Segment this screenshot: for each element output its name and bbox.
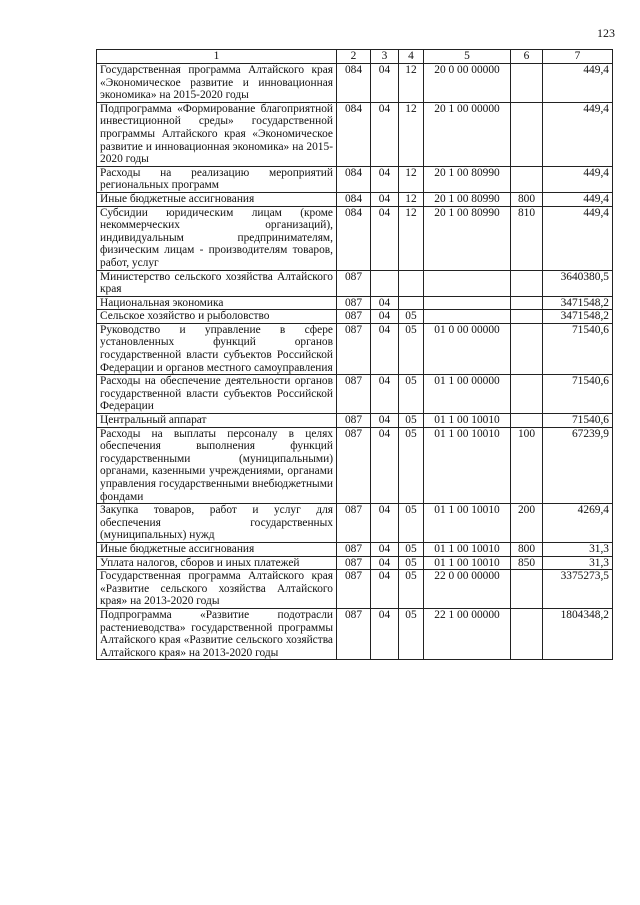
section-code-cell: 04: [371, 192, 399, 206]
table-row: [97, 166, 613, 192]
ministry-code-cell: 087: [337, 504, 371, 543]
section-code-cell: 04: [371, 166, 399, 192]
expense-name-cell: Закупка товаров, работ и услуг для обеспечения государственных (муниципальных) нужд: [97, 504, 337, 543]
expense-name-cell: Уплата налогов, сборов и иных платежей: [97, 556, 337, 570]
section-code-cell: 04: [371, 323, 399, 374]
amount-cell: 3471548,2: [543, 310, 613, 324]
table-row: [97, 504, 613, 543]
ministry-code-cell: 087: [337, 542, 371, 556]
column-header: 7: [543, 50, 613, 64]
column-header: 5: [424, 50, 511, 64]
table-row: [97, 414, 613, 428]
subsection-code-cell: 05: [399, 608, 424, 659]
expense-name-cell: Подпрограмма «Развитие подотрасли растениеводства» государственной программы Алтайского края «Развитие сельского хозяйства Алтайского края» на 2013-2020 годы: [97, 608, 337, 659]
expense-type-cell: 800: [511, 542, 543, 556]
section-code-cell: 04: [371, 608, 399, 659]
column-header: 1: [97, 50, 337, 64]
expense-name-cell: Расходы на обеспечение деятельности органов государственной власти субъектов Российской Федерации: [97, 375, 337, 414]
table-row: [97, 323, 613, 374]
amount-cell: 31,3: [543, 556, 613, 570]
ministry-code-cell: 087: [337, 414, 371, 428]
table-row: [97, 102, 613, 166]
subsection-code-cell: 12: [399, 64, 424, 103]
expense-type-cell: [511, 375, 543, 414]
column-header: 6: [511, 50, 543, 64]
section-code-cell: 04: [371, 102, 399, 166]
expense-type-cell: [511, 608, 543, 659]
table-row: [97, 556, 613, 570]
amount-cell: 67239,9: [543, 427, 613, 504]
amount-cell: 4269,4: [543, 504, 613, 543]
target-article-cell: 01 1 00 10010: [424, 504, 511, 543]
ministry-code-cell: 087: [337, 608, 371, 659]
target-article-cell: 01 0 00 00000: [424, 323, 511, 374]
table-row: [97, 64, 613, 103]
subsection-code-cell: 05: [399, 504, 424, 543]
subsection-code-cell: [399, 270, 424, 296]
target-article-cell: 20 1 00 00000: [424, 102, 511, 166]
table-row: [97, 375, 613, 414]
target-article-cell: 01 1 00 00000: [424, 375, 511, 414]
expense-name-cell: Подпрограмма «Формирование благоприятной инвестиционной среды» государственной программы Алтайского края «Экономическое развитие и инновационная экономика» на 2015-2020 годы: [97, 102, 337, 166]
amount-cell: 449,4: [543, 192, 613, 206]
section-code-cell: [371, 270, 399, 296]
target-article-cell: 22 1 00 00000: [424, 608, 511, 659]
expense-name-cell: Расходы на реализацию мероприятий региональных программ: [97, 166, 337, 192]
section-code-cell: 04: [371, 542, 399, 556]
expense-name-cell: Министерство сельского хозяйства Алтайского края: [97, 270, 337, 296]
page-number: 123: [597, 26, 615, 40]
table-body: [97, 64, 613, 660]
subsection-code-cell: 05: [399, 542, 424, 556]
amount-cell: 71540,6: [543, 323, 613, 374]
subsection-code-cell: 12: [399, 206, 424, 270]
subsection-code-cell: 05: [399, 310, 424, 324]
section-code-cell: 04: [371, 414, 399, 428]
expense-name-cell: Субсидии юридическим лицам (кроме некоммерческих организаций), индивидуальным предпринимателям, физическим лицам - производителям товаров, работ, услуг: [97, 206, 337, 270]
expense-type-cell: [511, 64, 543, 103]
section-code-cell: 04: [371, 427, 399, 504]
target-article-cell: 01 1 00 10010: [424, 414, 511, 428]
expense-type-cell: [511, 166, 543, 192]
target-article-cell: 20 1 00 80990: [424, 206, 511, 270]
expense-type-cell: [511, 296, 543, 310]
expense-name-cell: Расходы на выплаты персоналу в целях обеспечения выполнения функций государственными (муниципальными) органами, казенными учреждениями, органами управления государственными внебюджетными фондами: [97, 427, 337, 504]
target-article-cell: [424, 310, 511, 324]
table-row: [97, 296, 613, 310]
expense-type-cell: [511, 270, 543, 296]
budget-table: [96, 49, 613, 660]
ministry-code-cell: 087: [337, 427, 371, 504]
table-row: [97, 192, 613, 206]
section-code-cell: 04: [371, 206, 399, 270]
expense-name-cell: Иные бюджетные ассигнования: [97, 192, 337, 206]
amount-cell: 3375273,5: [543, 570, 613, 609]
ministry-code-cell: 084: [337, 64, 371, 103]
ministry-code-cell: 087: [337, 270, 371, 296]
target-article-cell: [424, 296, 511, 310]
expense-name-cell: Государственная программа Алтайского края «Развитие сельского хозяйства Алтайского края» на 2013-2020 годы: [97, 570, 337, 609]
expense-name-cell: Национальная экономика: [97, 296, 337, 310]
ministry-code-cell: 084: [337, 166, 371, 192]
expense-type-cell: 200: [511, 504, 543, 543]
target-article-cell: 22 0 00 00000: [424, 570, 511, 609]
expense-type-cell: [511, 310, 543, 324]
target-article-cell: 20 0 00 00000: [424, 64, 511, 103]
expense-name-cell: Государственная программа Алтайского края «Экономическое развитие и инновационная экономика» на 2015-2020 годы: [97, 64, 337, 103]
ministry-code-cell: 087: [337, 570, 371, 609]
table-row: [97, 570, 613, 609]
column-header: 3: [371, 50, 399, 64]
table-row: [97, 542, 613, 556]
expense-type-cell: 100: [511, 427, 543, 504]
amount-cell: 1804348,2: [543, 608, 613, 659]
expense-name-cell: Центральный аппарат: [97, 414, 337, 428]
subsection-code-cell: 05: [399, 556, 424, 570]
ministry-code-cell: 084: [337, 206, 371, 270]
section-code-cell: 04: [371, 556, 399, 570]
section-code-cell: 04: [371, 504, 399, 543]
subsection-code-cell: 05: [399, 323, 424, 374]
expense-name-cell: Руководство и управление в сфере установленных функций органов государственной власти субъектов Российской Федерации и органов местного самоуправления: [97, 323, 337, 374]
subsection-code-cell: 05: [399, 414, 424, 428]
target-article-cell: 01 1 00 10010: [424, 542, 511, 556]
amount-cell: 3640380,5: [543, 270, 613, 296]
target-article-cell: 01 1 00 10010: [424, 427, 511, 504]
amount-cell: 71540,6: [543, 375, 613, 414]
ministry-code-cell: 084: [337, 192, 371, 206]
section-code-cell: 04: [371, 296, 399, 310]
expense-type-cell: 800: [511, 192, 543, 206]
ministry-code-cell: 084: [337, 102, 371, 166]
amount-cell: 31,3: [543, 542, 613, 556]
amount-cell: 449,4: [543, 64, 613, 103]
target-article-cell: [424, 270, 511, 296]
subsection-code-cell: 12: [399, 166, 424, 192]
amount-cell: 449,4: [543, 166, 613, 192]
table-row: [97, 270, 613, 296]
subsection-code-cell: 05: [399, 375, 424, 414]
subsection-code-cell: 12: [399, 102, 424, 166]
column-number-row: [97, 50, 613, 64]
subsection-code-cell: 12: [399, 192, 424, 206]
target-article-cell: 20 1 00 80990: [424, 166, 511, 192]
expense-name-cell: Сельское хозяйство и рыболовство: [97, 310, 337, 324]
expense-type-cell: 810: [511, 206, 543, 270]
ministry-code-cell: 087: [337, 375, 371, 414]
expense-name-cell: Иные бюджетные ассигнования: [97, 542, 337, 556]
target-article-cell: 20 1 00 80990: [424, 192, 511, 206]
table-row: [97, 427, 613, 504]
section-code-cell: 04: [371, 375, 399, 414]
amount-cell: 449,4: [543, 102, 613, 166]
expense-type-cell: [511, 102, 543, 166]
ministry-code-cell: 087: [337, 556, 371, 570]
section-code-cell: 04: [371, 570, 399, 609]
expense-type-cell: [511, 570, 543, 609]
table-row: [97, 608, 613, 659]
amount-cell: 3471548,2: [543, 296, 613, 310]
ministry-code-cell: 087: [337, 310, 371, 324]
expense-type-cell: [511, 414, 543, 428]
amount-cell: 71540,6: [543, 414, 613, 428]
subsection-code-cell: [399, 296, 424, 310]
table-row: [97, 310, 613, 324]
column-header: 2: [337, 50, 371, 64]
amount-cell: 449,4: [543, 206, 613, 270]
table-row: [97, 206, 613, 270]
target-article-cell: 01 1 00 10010: [424, 556, 511, 570]
section-code-cell: 04: [371, 64, 399, 103]
section-code-cell: 04: [371, 310, 399, 324]
ministry-code-cell: 087: [337, 296, 371, 310]
ministry-code-cell: 087: [337, 323, 371, 374]
column-header: 4: [399, 50, 424, 64]
subsection-code-cell: 05: [399, 427, 424, 504]
expense-type-cell: [511, 323, 543, 374]
expense-type-cell: 850: [511, 556, 543, 570]
subsection-code-cell: 05: [399, 570, 424, 609]
